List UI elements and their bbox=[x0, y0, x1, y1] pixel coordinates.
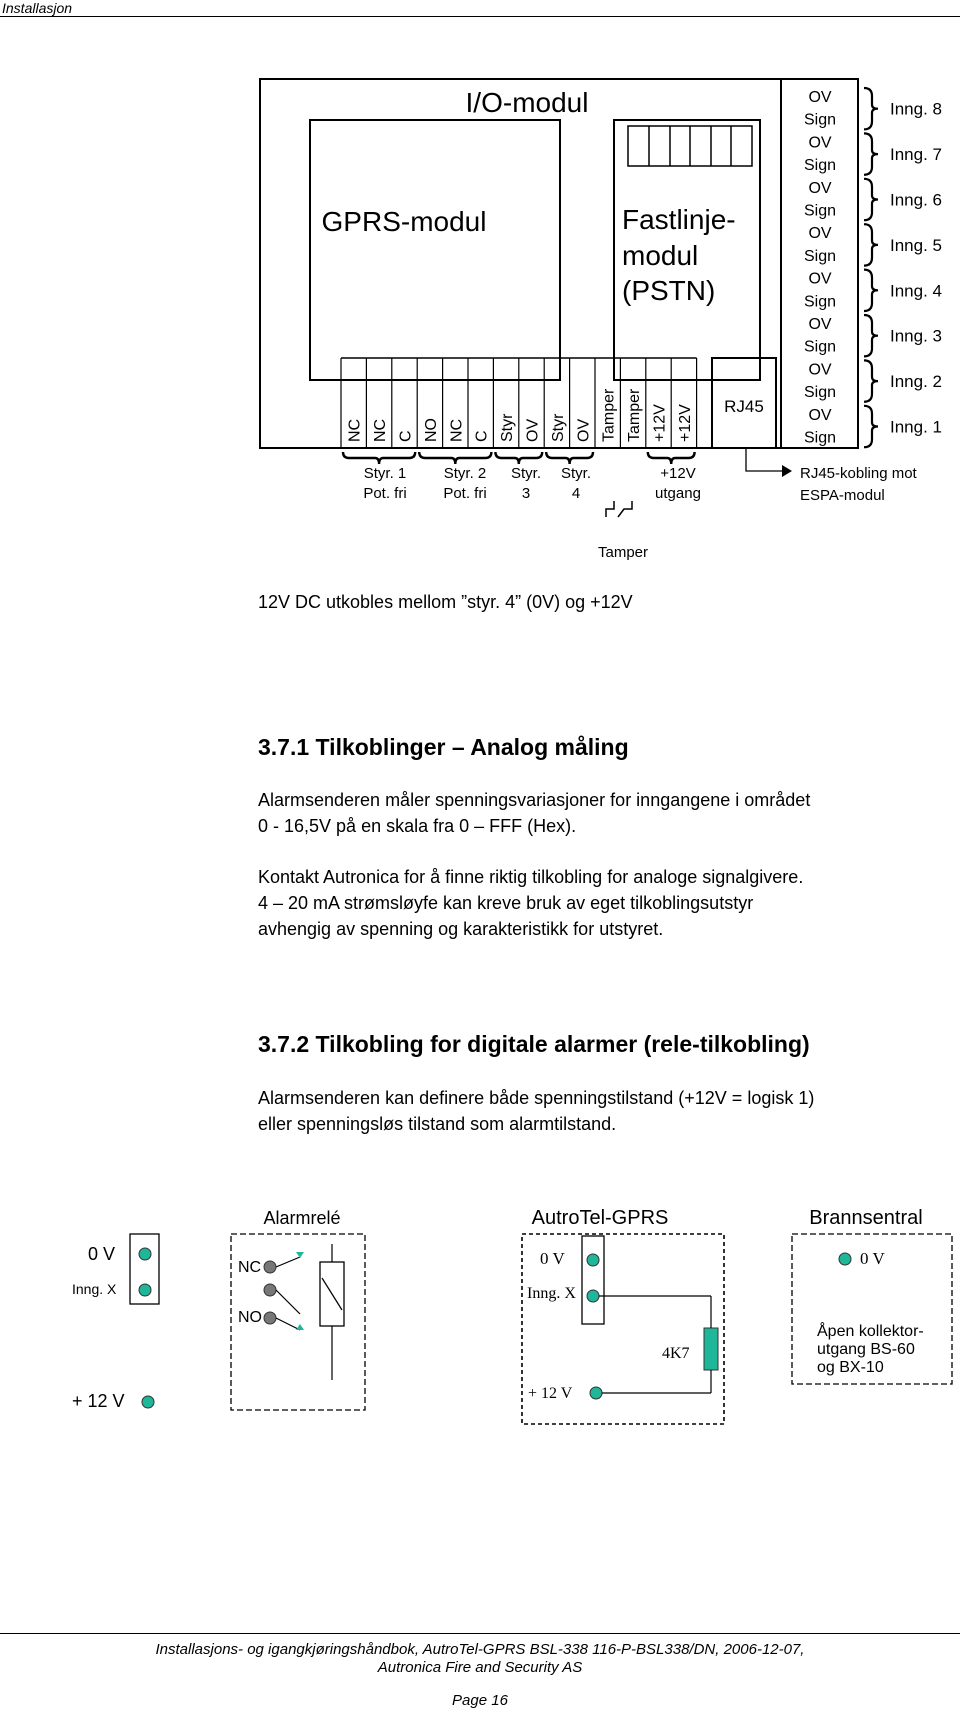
input-terminal-label: Sign bbox=[803, 429, 837, 447]
resistor-label: 4K7 bbox=[662, 1345, 690, 1362]
terminal-brace bbox=[648, 452, 695, 464]
terminal-brace bbox=[343, 452, 415, 464]
styr1-label: Styr. 1 bbox=[363, 465, 407, 482]
styr3-label: Styr. bbox=[510, 465, 542, 482]
input-labels bbox=[864, 88, 942, 447]
io-module-diagram bbox=[0, 60, 960, 620]
rj45-label: RJ45 bbox=[724, 397, 764, 416]
terminal-label: OV bbox=[524, 418, 542, 442]
input-brace bbox=[864, 406, 878, 447]
rj45-note-1: RJ45-kobling mot bbox=[800, 465, 917, 482]
section-371-para1 bbox=[258, 787, 810, 839]
header-rule bbox=[0, 16, 960, 17]
gprs-plus12-terminal bbox=[590, 1387, 602, 1399]
terminal-label: +12V bbox=[676, 404, 694, 442]
rj45-note-2: ESPA-modul bbox=[800, 487, 885, 504]
footer-line1: Installasjons- og igangkjøringshåndbok, AutroTel-GPRS BSL-338 116-P-BSL338/DN, 2006-12-07, bbox=[155, 1641, 805, 1658]
input-terminal-label: Sign bbox=[803, 157, 837, 175]
input-brace bbox=[864, 315, 878, 356]
input-terminal-label: OV bbox=[808, 225, 832, 243]
left-inng-x-label: Inng. X bbox=[72, 1281, 117, 1297]
input-brace bbox=[864, 88, 878, 129]
input-label: Inng. 5 bbox=[890, 235, 942, 255]
section-372-title: 3.7.2 Tilkobling for digitale alarmer (rele-tilkobling) bbox=[258, 1031, 810, 1057]
left-inng-x-terminal bbox=[139, 1284, 151, 1296]
input-terminal-label: OV bbox=[808, 134, 832, 152]
footer-page: Page 16 bbox=[452, 1692, 508, 1709]
relay-nc-terminal bbox=[264, 1261, 276, 1273]
tamper-switch-symbol bbox=[606, 501, 632, 517]
terminal-brace bbox=[495, 452, 542, 464]
input-terminal-label: OV bbox=[808, 406, 832, 424]
alarm-relay-title: Alarmrelé bbox=[263, 1208, 341, 1228]
panel-desc-3: og BX-10 bbox=[817, 1359, 884, 1376]
styr2-sub: Pot. fri bbox=[443, 485, 487, 502]
input-label: Inng. 8 bbox=[890, 99, 942, 119]
input-terminal-label: OV bbox=[808, 270, 832, 288]
section-372-para1 bbox=[258, 1085, 814, 1137]
input-terminal-label: Sign bbox=[803, 384, 837, 402]
p12-label: +12V bbox=[660, 465, 696, 482]
styr3-sub: 3 bbox=[521, 485, 531, 502]
input-terminal-label: OV bbox=[808, 179, 832, 197]
input-brace bbox=[864, 179, 878, 220]
styr4-sub: 4 bbox=[571, 485, 581, 502]
pstn-label-1: Fastlinje- bbox=[622, 204, 736, 235]
panel-zero-v-label: 0 V bbox=[860, 1249, 885, 1268]
input-brace bbox=[864, 360, 878, 401]
terminal-label: NC bbox=[346, 418, 364, 442]
input-terminal-label: OV bbox=[808, 89, 832, 106]
autrotel-gprs-title: AutroTel-GPRS bbox=[531, 1207, 669, 1229]
terminal-brace bbox=[546, 452, 593, 464]
input-label: Inng. 7 bbox=[890, 145, 942, 165]
input-label: Inng. 1 bbox=[890, 417, 942, 437]
gprs-terminal-block bbox=[582, 1236, 604, 1324]
input-terminal-label: Sign bbox=[803, 247, 837, 265]
panel-desc-1: Åpen kollektor- bbox=[817, 1323, 924, 1340]
section-371-para1-line1: Alarmsenderen måler spenningsvariasjoner for inngangene i området bbox=[258, 790, 811, 810]
input-brace bbox=[864, 224, 878, 265]
brannsentral-title: Brannsentral bbox=[809, 1207, 923, 1229]
p12-sub: utgang bbox=[655, 485, 701, 502]
terminal-label: C bbox=[473, 430, 491, 442]
section-371-para2-line3: avhengig av spenning og karakteristikk for utstyret. bbox=[258, 919, 664, 939]
panel-desc-2: utgang BS-60 bbox=[817, 1341, 915, 1358]
gprs-inng-x-label: Inng. X bbox=[527, 1285, 576, 1302]
terminal-braces bbox=[343, 452, 695, 464]
terminal-label: NO bbox=[422, 418, 440, 442]
io-note: 12V DC utkobles mellom ”styr. 4” (0V) og +12V bbox=[258, 592, 633, 612]
gprs-zero-v-label: 0 V bbox=[540, 1249, 565, 1268]
tamper-label: Tamper bbox=[597, 544, 649, 561]
terminal-label: NC bbox=[372, 418, 390, 442]
gprs-zero-v-terminal bbox=[587, 1254, 599, 1266]
input-label: Inng. 2 bbox=[890, 372, 942, 392]
rj45-arrow bbox=[746, 449, 782, 471]
relay-nc-label: NC bbox=[238, 1259, 262, 1276]
input-brace bbox=[864, 133, 878, 174]
input-label: Inng. 6 bbox=[890, 190, 942, 210]
input-terminal-label: Sign bbox=[803, 202, 837, 220]
input-terminal-label: Sign bbox=[803, 338, 837, 356]
input-terminal-label: OV bbox=[808, 316, 832, 333]
gprs-plus12-label: + 12 V bbox=[528, 1385, 573, 1402]
io-module-title: I/O-modul bbox=[465, 87, 589, 118]
input-label: Inng. 3 bbox=[890, 326, 942, 346]
terminal-label: NC bbox=[448, 418, 466, 442]
terminal-label: Tamper bbox=[626, 388, 644, 442]
left-zero-v-terminal bbox=[139, 1248, 151, 1260]
section-371-title: 3.7.1 Tilkoblinger – Analog måling bbox=[258, 734, 629, 760]
terminal-strip bbox=[341, 358, 697, 448]
input-terminal-label: OV bbox=[808, 361, 832, 379]
input-brace bbox=[864, 270, 878, 311]
pstn-label-2: modul bbox=[622, 240, 699, 271]
terminal-label: C bbox=[397, 430, 415, 442]
relay-no-terminal bbox=[264, 1312, 276, 1324]
footer-line2: Autronica Fire and Security AS bbox=[377, 1659, 583, 1676]
left-zero-v-label: 0 V bbox=[88, 1244, 116, 1264]
styr4-label: Styr. bbox=[560, 465, 592, 482]
section-371-para2 bbox=[258, 864, 803, 942]
styr1-sub: Pot. fri bbox=[363, 485, 407, 502]
section-371-para1-line2: 0 - 16,5V på en skala fra 0 – FFF (Hex). bbox=[258, 816, 577, 836]
panel-zero-v-terminal bbox=[839, 1253, 851, 1265]
relay-wiring-diagram bbox=[0, 1180, 960, 1440]
input-terminals bbox=[804, 89, 836, 447]
pstn-label-3: (PSTN) bbox=[622, 275, 716, 306]
gprs-inng-x-terminal bbox=[587, 1290, 599, 1302]
relay-common-terminal bbox=[264, 1284, 276, 1296]
input-terminal-label: Sign bbox=[803, 293, 837, 311]
relay-no-label: NO bbox=[238, 1309, 262, 1326]
left-plus12-terminal bbox=[142, 1396, 154, 1408]
left-plus12-label: + 12 V bbox=[72, 1391, 125, 1411]
footer-rule bbox=[0, 1633, 960, 1634]
terminal-label: Styr bbox=[499, 413, 517, 442]
section-372-para1-line1: Alarmsenderen kan definere både spenningstilstand (+12V = logisk 1) bbox=[258, 1088, 815, 1108]
styr2-label: Styr. 2 bbox=[443, 465, 487, 482]
header-section-label: Installasjon bbox=[2, 0, 73, 16]
terminal-label: Styr bbox=[549, 413, 567, 442]
section-371-para2-line1: Kontakt Autronica for å finne riktig tilkobling for analoge signalgivere. bbox=[258, 867, 804, 887]
input-terminal-label: Sign bbox=[803, 111, 837, 129]
gprs-module-box bbox=[310, 120, 560, 380]
input-label: Inng. 4 bbox=[890, 281, 942, 301]
section-372-para1-line2: eller spenningsløs tilstand som alarmtilstand. bbox=[258, 1114, 617, 1134]
terminal-brace bbox=[419, 452, 491, 464]
terminal-label: OV bbox=[575, 418, 593, 442]
gprs-module-label: GPRS-modul bbox=[321, 206, 487, 237]
resistor-4k7 bbox=[704, 1328, 718, 1370]
terminal-label: +12V bbox=[651, 404, 669, 442]
section-371-para2-line2: 4 – 20 mA strømsløyfe kan kreve bruk av eget tilkoblingsutstyr bbox=[258, 893, 754, 913]
terminal-label: Tamper bbox=[600, 388, 618, 442]
